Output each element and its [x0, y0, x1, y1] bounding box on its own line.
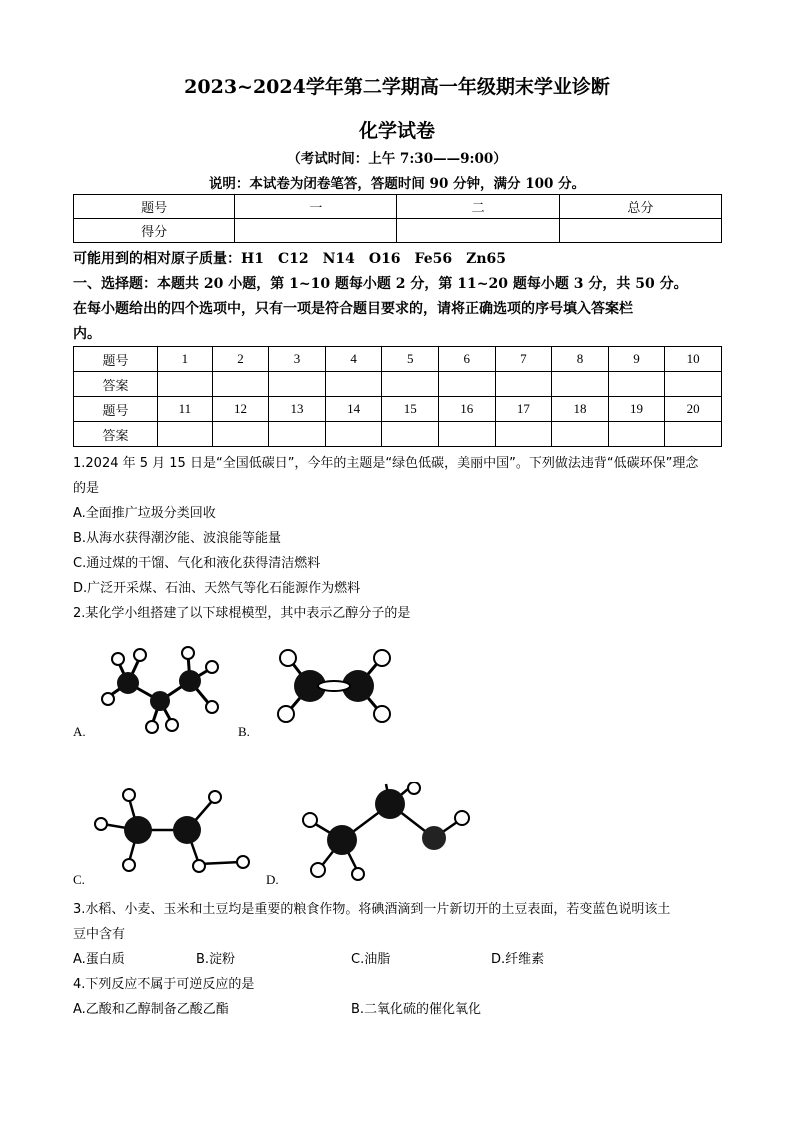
score-header-cell: 题号	[74, 195, 235, 219]
answer-table	[73, 346, 722, 447]
question-number: 17	[495, 397, 552, 422]
q1-option-b: B.从海水获得潮汐能、波浪能等能量	[73, 531, 282, 546]
question-number: 16	[439, 397, 496, 422]
score-table	[73, 194, 722, 243]
model-c-image	[93, 782, 258, 882]
ethylene-model-image	[270, 648, 400, 728]
score-row-label: 得分	[74, 219, 235, 243]
answer-cell[interactable]	[269, 422, 326, 447]
answer-cell[interactable]	[212, 422, 269, 447]
q1-option-c: C.通过煤的干馏、气化和液化获得清洁燃料	[73, 556, 321, 571]
score-header-cell: 总分	[559, 195, 721, 219]
question-number: 4	[325, 347, 382, 372]
q2-option-b: B.	[238, 724, 250, 739]
ethanol-model-image	[290, 782, 480, 882]
answer-cell[interactable]	[495, 372, 552, 397]
q1-stem-cont: 的是	[73, 481, 100, 496]
answer-cell[interactable]	[608, 422, 665, 447]
question-number: 1	[158, 347, 213, 372]
answer-cell[interactable]	[382, 422, 439, 447]
answer-row-label: 题号	[74, 347, 158, 372]
score-cell[interactable]	[559, 219, 721, 243]
answer-cell[interactable]	[495, 422, 552, 447]
score-cell[interactable]	[397, 219, 559, 243]
exam-title: 2023~2024学年第二学期高一年级期末学业诊断	[184, 76, 610, 98]
score-cell[interactable]	[235, 219, 397, 243]
question-number: 10	[665, 347, 722, 372]
q4-option-b: B.二氧化硫的催化氧化	[351, 1002, 482, 1017]
answer-row-label: 答案	[74, 422, 158, 447]
ethane-model-image	[100, 645, 220, 735]
q2-option-c: C.	[73, 872, 85, 887]
question-number: 7	[495, 347, 552, 372]
answer-cell[interactable]	[665, 422, 722, 447]
answer-cell[interactable]	[552, 372, 609, 397]
answer-cell[interactable]	[158, 422, 213, 447]
q2-stem: 2.某化学小组搭建了以下球棍模型，其中表示乙醇分子的是	[73, 606, 411, 621]
q3-stem: 3.水稻、小麦、玉米和土豆均是重要的粮食作物。将碘酒滴到一片新切开的土豆表面，若变蓝色说明该土	[73, 902, 671, 917]
question-number: 3	[269, 347, 326, 372]
answer-row-label: 答案	[74, 372, 158, 397]
atomic-masses: 可能用到的相对原子质量：H1 C12 N14 O16 Fe56 Zn65	[73, 251, 506, 267]
q2-option-a: A.	[73, 724, 86, 739]
answer-cell[interactable]	[439, 422, 496, 447]
q3-stem-cont: 豆中含有	[73, 927, 126, 942]
answer-cell[interactable]	[325, 372, 382, 397]
answer-cell[interactable]	[665, 372, 722, 397]
question-number: 9	[608, 347, 665, 372]
answer-cell[interactable]	[212, 372, 269, 397]
answer-cell[interactable]	[382, 372, 439, 397]
answer-cell[interactable]	[552, 422, 609, 447]
answer-cell[interactable]	[269, 372, 326, 397]
q4-option-a: A.乙酸和乙醇制备乙酸乙酯	[73, 1002, 229, 1017]
answer-cell[interactable]	[158, 372, 213, 397]
q1-stem: 1.2024 年 5 月 15 日是“全国低碳日”，今年的主题是“绿色低碳，美丽中国”。下列做法违背“低碳环保”理念	[73, 456, 699, 471]
q3-option-c: C.油脂	[351, 952, 391, 967]
question-number: 19	[608, 397, 665, 422]
exam-subtitle: 化学试卷	[358, 120, 435, 142]
answer-cell[interactable]	[608, 372, 665, 397]
q1-option-d: D.广泛开采煤、石油、天然气等化石能源作为燃料	[73, 581, 361, 596]
question-number: 6	[439, 347, 496, 372]
question-number: 20	[665, 397, 722, 422]
question-number: 5	[382, 347, 439, 372]
question-number: 18	[552, 397, 609, 422]
score-header-cell: 二	[397, 195, 559, 219]
question-number: 8	[552, 347, 609, 372]
score-header-cell: 一	[235, 195, 397, 219]
exam-time: （考试时间：上午 7:30——9:00）	[287, 151, 507, 167]
q3-option-a: A.蛋白质	[73, 952, 125, 967]
section1-line1: 一、选择题：本题共 20 小题，第 1~10 题每小题 2 分，第 11~20 题每小题 3 分，共 50 分。	[73, 276, 688, 292]
answer-cell[interactable]	[439, 372, 496, 397]
answer-cell[interactable]	[325, 422, 382, 447]
question-number: 11	[158, 397, 213, 422]
answer-row-label: 题号	[74, 397, 158, 422]
question-number: 12	[212, 397, 269, 422]
section1-line3: 内。	[73, 326, 101, 342]
question-number: 15	[382, 397, 439, 422]
q1-option-a: A.全面推广垃圾分类回收	[73, 506, 216, 521]
section1-line2: 在每小题给出的四个选项中，只有一项是符合题目要求的，请将正确选项的序号填入答案栏	[73, 301, 633, 317]
q3-option-d: D.纤维素	[491, 952, 545, 967]
question-number: 2	[212, 347, 269, 372]
q4-stem: 4.下列反应不属于可逆反应的是	[73, 977, 255, 992]
question-number: 14	[325, 397, 382, 422]
q2-option-d: D.	[266, 872, 279, 887]
question-number: 13	[269, 397, 326, 422]
exam-note: 说明：本试卷为闭卷笔答，答题时间 90 分钟，满分 100 分。	[208, 176, 586, 192]
q3-option-b: B.淀粉	[196, 952, 236, 967]
